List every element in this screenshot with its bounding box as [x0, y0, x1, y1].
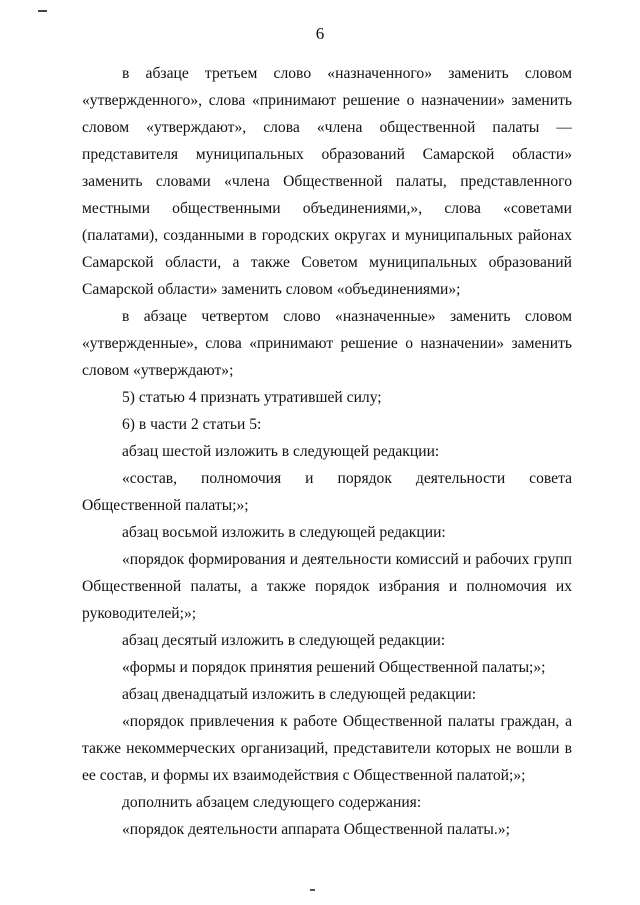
- paragraph: в абзаце третьем слово «назначенного» заменить словом «утвержденного», слова «принимают решение о назначении» заменить словом «утверждают», слова «члена общественной палаты — представителя муниципальных образований Самарской области» заменить словами «члена Общественной палаты, представленного местными общественными объединениями,», слова «советами (палатами), созданными в городских округах и муниципальных районах Самарской области, а также Советом муниципальных образований Самарской области» заменить словом «объединениями»;: [82, 65, 572, 298]
- paragraph: абзац десятый изложить в следующей редакции:: [122, 632, 446, 649]
- scan-mark: [310, 889, 315, 891]
- paragraph: в абзаце четвертом слово «назначенные» заменить словом «утвержденные», слова «принимают решение о назначении» заменить словом «утверждают»;: [82, 308, 572, 379]
- paragraph: «порядок формирования и деятельности комиссий и рабочих групп Общественной палаты, а также порядок избрания и полномочия их руководителей;»;: [82, 551, 572, 622]
- paragraph: «порядок деятельности аппарата Общественной палаты.»;: [122, 821, 510, 838]
- paragraph: 6) в части 2 статьи 5:: [122, 416, 262, 433]
- scan-mark: [38, 10, 47, 12]
- paragraph: абзац шестой изложить в следующей редакции:: [122, 443, 440, 460]
- paragraph: «порядок привлечения к работе Общественной палаты граждан, а также некоммерческих организаций, представители которых не вошли в ее состав, и формы их взаимодействия с Общественной палатой;»;: [82, 713, 572, 784]
- paragraph: абзац двенадцатый изложить в следующей редакции:: [122, 686, 477, 703]
- paragraph: «формы и порядок принятия решений Общественной палаты;»;: [122, 659, 546, 676]
- page-number: 6: [315, 24, 325, 43]
- paragraph: «состав, полномочия и порядок деятельности совета Общественной палаты;»;: [82, 470, 572, 514]
- document-body: [82, 60, 572, 843]
- paragraph: 5) статью 4 признать утратившей силу;: [122, 389, 382, 406]
- paragraph: абзац восьмой изложить в следующей редакции:: [122, 524, 446, 541]
- paragraph: дополнить абзацем следующего содержания:: [122, 794, 422, 811]
